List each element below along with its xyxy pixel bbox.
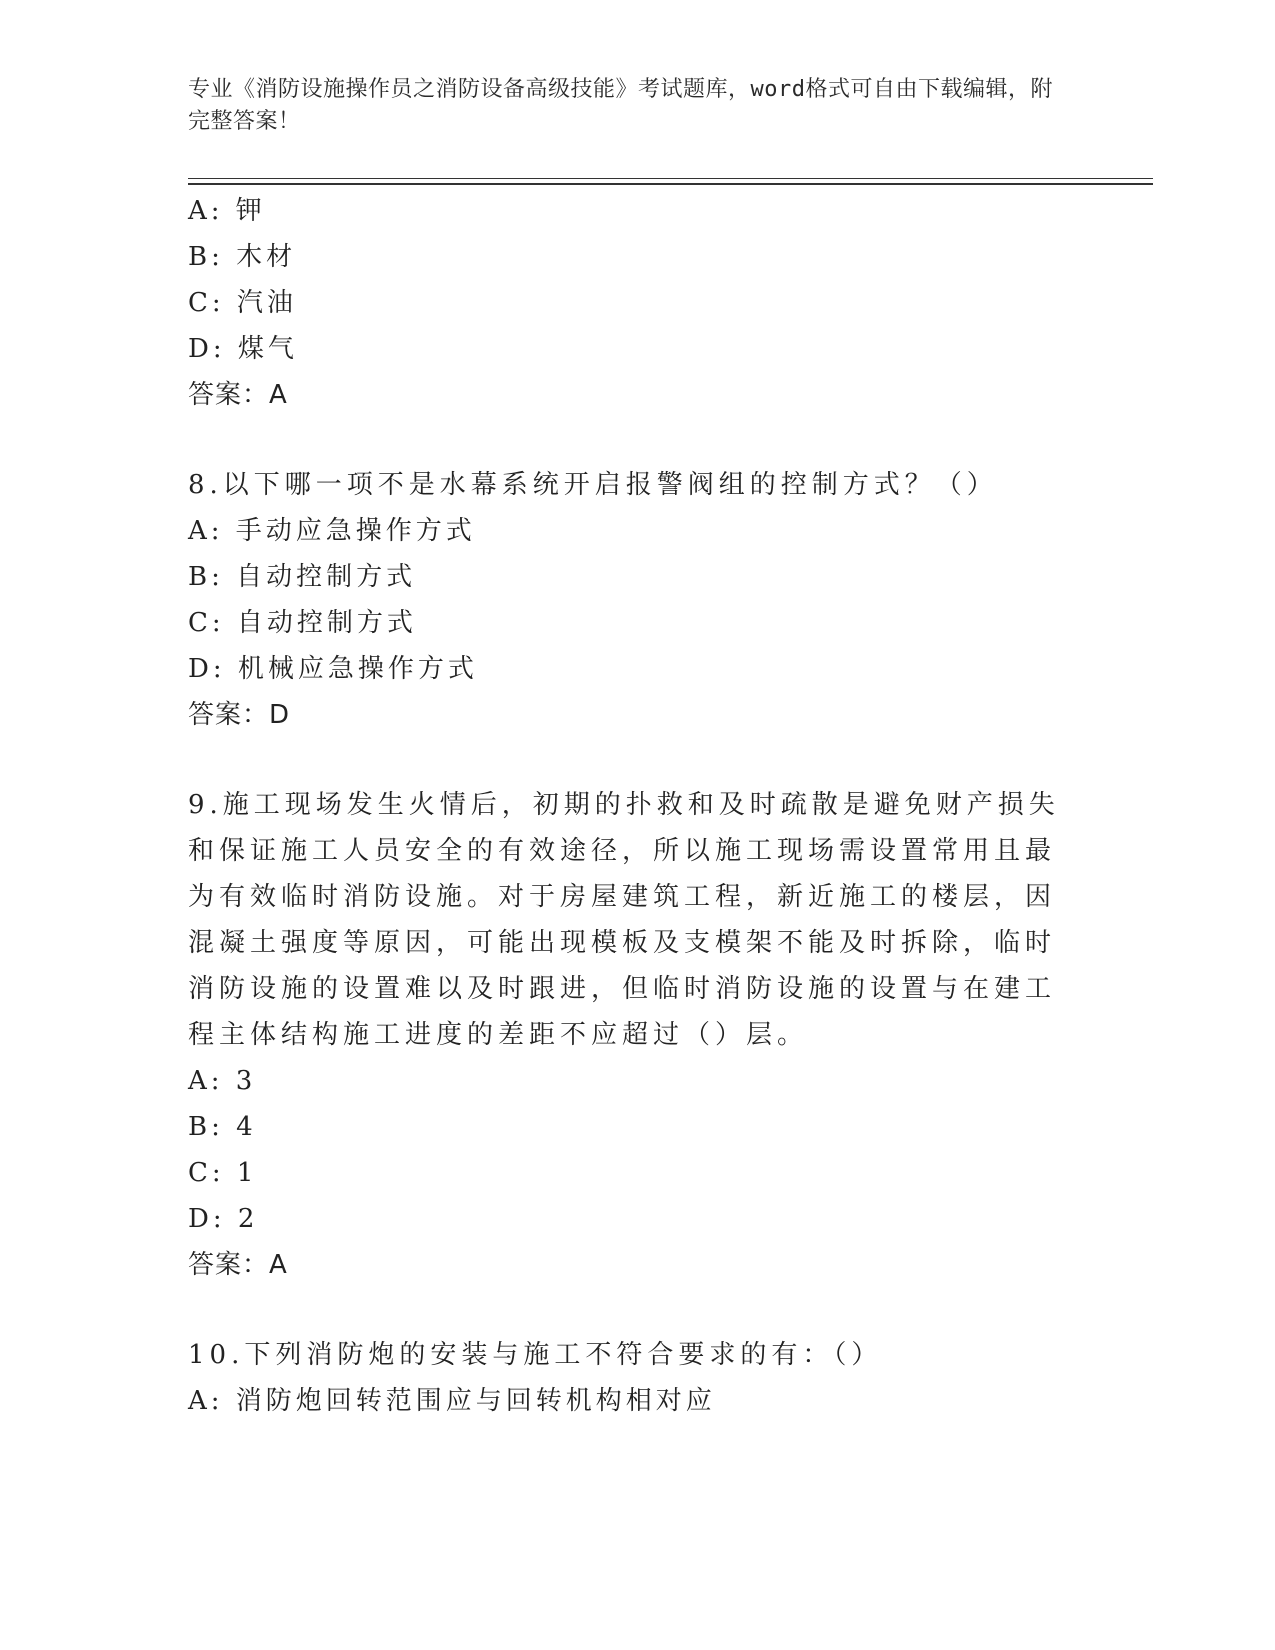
q8-answer: 答案：D (188, 700, 291, 730)
q7-option-d: D: 煤气 (188, 334, 298, 364)
question-7-block (188, 188, 1068, 418)
q8-option-a: A: 手动应急操作方式 (188, 516, 476, 546)
document-intro: 专业《消防设施操作员之消防设备高级技能》考试题库，word格式可自由下载编辑，附完整答案！ (188, 77, 1053, 134)
q10-option-a: A: 消防炮回转范围应与回转机构相对应 (188, 1386, 716, 1416)
q8-option-d: D: 机械应急操作方式 (188, 654, 478, 684)
q7-option-a: A: 钾 (188, 196, 266, 226)
q10-question-text: 10.下列消防炮的安装与施工不符合要求的有：（） (188, 1340, 883, 1370)
q9-question-text: 9.施工现场发生火情后，初期的扑救和及时疏散是避免财产损失和保证施工人员安全的有效途径，所以施工现场需设置常用且最为有效临时消防设施。对于房屋建筑工程，新近施工的楼层，因混凝土强度等原因，可能出现模板及支模架不能及时拆除，临时消防设施的设置难以及时跟进，但临时消防设施的设置与在建工程主体结构施工进度的差距不应超过（）层。 (188, 790, 1060, 1050)
header-divider-thick (188, 183, 1153, 185)
q9-option-a: A: 3 (188, 1066, 257, 1096)
question-8-block (188, 462, 1068, 738)
header-divider-thin (188, 178, 1153, 179)
question-10-block (188, 1332, 1068, 1424)
question-9-block (188, 782, 1068, 1288)
q8-option-b: B: 自动控制方式 (188, 562, 417, 592)
q9-option-d: D: 2 (188, 1204, 259, 1234)
q7-option-c: C: 汽油 (188, 288, 297, 318)
q9-option-c: C: 1 (188, 1158, 258, 1188)
question-list (188, 188, 1068, 1424)
q8-question-text: 8.以下哪一项不是水幕系统开启报警阀组的控制方式？（） (188, 470, 998, 500)
q7-option-b: B: 木材 (188, 242, 297, 272)
q8-option-c: C: 自动控制方式 (188, 608, 417, 638)
q9-option-b: B: 4 (188, 1112, 257, 1142)
q9-answer: 答案：A (188, 1250, 288, 1280)
q7-answer: 答案：A (188, 380, 288, 410)
